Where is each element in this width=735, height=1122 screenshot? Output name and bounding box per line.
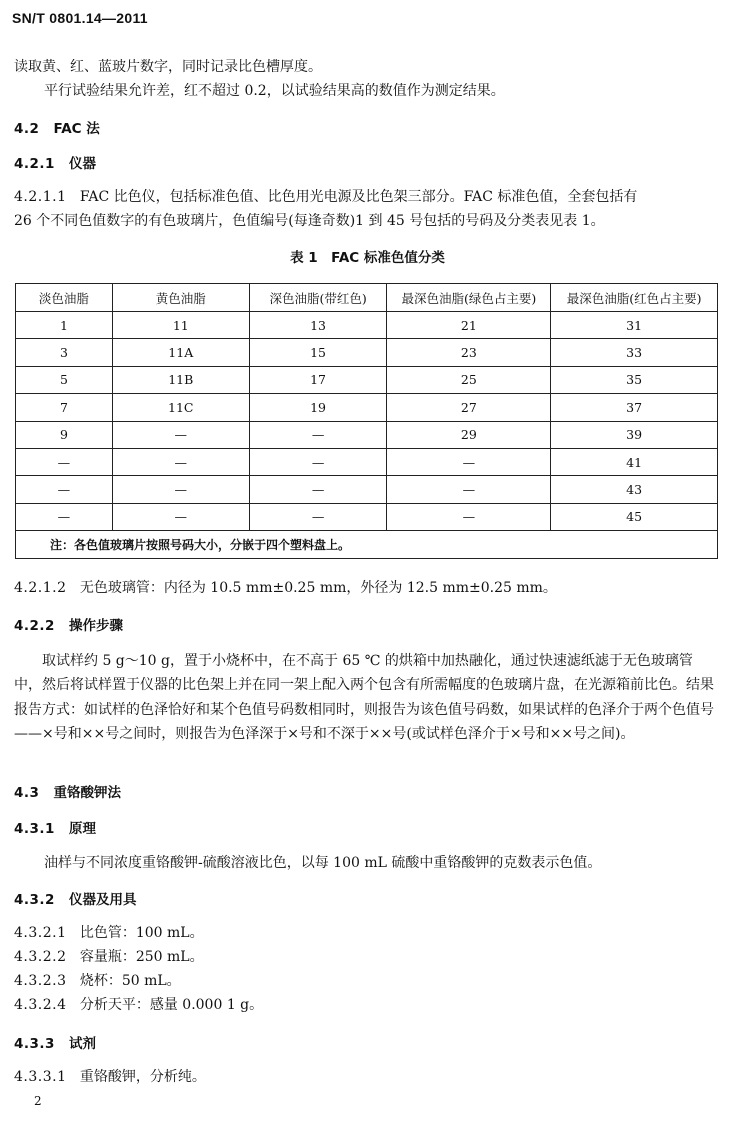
table-cell: 45: [551, 503, 718, 530]
table-cell: 11B: [112, 366, 249, 393]
clause-number: 4.3.2.4: [14, 997, 67, 1013]
clause-number: 4.2.1.2: [14, 580, 67, 596]
clause-text: 比色管：100 mL。: [79, 925, 204, 941]
section-title: 重铬酸钾法: [53, 785, 122, 801]
section-number: 4.2: [14, 121, 40, 137]
table-cell: —: [16, 476, 113, 503]
table-cell: 43: [551, 476, 718, 503]
table-cell: 11: [112, 312, 249, 339]
clause-number: 4.2.1.1: [14, 189, 67, 205]
table-cell: —: [112, 476, 249, 503]
clause-text: FAC 比色仪，包括标准色值、比色用光电源及比色架三部分。FAC 标准色值，全套包括有: [79, 189, 638, 205]
table-cell: —: [112, 448, 249, 475]
table-cell: —: [249, 421, 387, 448]
table-row: [16, 476, 718, 503]
clause-4-2-1-1-line-2: 26 个不同色值数字的有色玻璃片，色值编号(每逢奇数)1 到 45 号包括的号码及分类表见表 1。: [14, 213, 605, 229]
table-cell: 1: [16, 312, 113, 339]
section-4-2-1-heading: [14, 152, 96, 172]
table-header-row: [16, 284, 718, 312]
clause-4-3-2-4: [14, 993, 263, 1017]
table-cell: 29: [387, 421, 551, 448]
table-caption: 表 1 FAC 标准色值分类: [290, 250, 445, 266]
fac-color-table: [15, 283, 718, 559]
section-number: 4.3: [14, 785, 40, 801]
table-cell: 15: [249, 339, 387, 366]
section-4-2-2-heading: [14, 614, 123, 634]
table-cell: —: [387, 503, 551, 530]
section-number: 4.3.3: [14, 1036, 55, 1052]
section-number: 4.2.2: [14, 618, 55, 634]
column-header: 最深色油脂(红色占主要): [551, 284, 718, 312]
table-row: [16, 339, 718, 366]
table-cell: 39: [551, 421, 718, 448]
clause-text: 分析天平：感量 0.000 1 g。: [79, 997, 264, 1013]
clause-text: 容量瓶：250 mL。: [79, 949, 204, 965]
table-cell: 23: [387, 339, 551, 366]
section-number: 4.3.1: [14, 821, 55, 837]
section-4-3-heading: [14, 781, 121, 801]
column-header: 最深色油脂(绿色占主要): [387, 284, 551, 312]
procedure-paragraph: 取试样约 5 g～10 g，置于小烧杯中，在不高于 65 ℃ 的烘箱中加热融化，通过快速滤纸滤于无色玻璃管中，然后将试样置于仪器的比色架上并在同一架上配入两个包含有所需幅度的色玻璃片盘，在光源箱前比色。结果报告方式：如试样的色泽恰好和某个色值号码数相同时，则报告为该色值号码数，如果试样的色泽介于两个色值号——×号和××号之间时，则报告为色泽深于×号和不深于××号(或试样色泽介于×号和××号之间)。: [14, 653, 714, 742]
clause-4-3-2-2: [14, 945, 204, 969]
clause-text: 重铬酸钾，分析纯。: [79, 1069, 206, 1085]
column-header: 黄色油脂: [112, 284, 249, 312]
table-cell: 33: [551, 339, 718, 366]
standard-code: SN/T 0801.14—2011: [12, 10, 148, 26]
table-note-row: [16, 531, 718, 558]
table-cell: —: [249, 503, 387, 530]
table-cell: 7: [16, 394, 113, 421]
table-cell: 37: [551, 394, 718, 421]
table-cell: 27: [387, 394, 551, 421]
column-header: 淡色油脂: [16, 284, 113, 312]
table-cell: 5: [16, 366, 113, 393]
table-note: 注：各色值玻璃片按照号码大小，分嵌于四个塑料盘上。: [16, 531, 718, 558]
section-4-2-heading: [14, 117, 100, 137]
table-row: [16, 394, 718, 421]
table-cell: —: [249, 476, 387, 503]
table-cell: 21: [387, 312, 551, 339]
clause-number: 4.3.2.2: [14, 949, 67, 965]
clause-4-2-1-2: [14, 576, 557, 600]
table-cell: 13: [249, 312, 387, 339]
section-title: FAC 法: [53, 121, 100, 137]
table-cell: 9: [16, 421, 113, 448]
table-row: [16, 448, 718, 475]
clause-number: 4.3.2.1: [14, 925, 67, 941]
section-title: 原理: [69, 821, 97, 837]
clause-number: 4.3.3.1: [14, 1069, 67, 1085]
table-cell: —: [387, 448, 551, 475]
clause-4-3-3-1: [14, 1065, 206, 1089]
table-cell: 11C: [112, 394, 249, 421]
table-cell: —: [112, 421, 249, 448]
clause-4-3-2-3: [14, 969, 181, 993]
section-title: 试剂: [69, 1036, 97, 1052]
principle-text: 油样与不同浓度重铬酸钾-硫酸溶液比色，以每 100 mL 硫酸中重铬酸钾的克数表示色值。: [44, 855, 602, 871]
section-number: 4.3.2: [14, 892, 55, 908]
page-number: 2: [34, 1094, 42, 1108]
clause-4-2-1-1-line-1: [14, 185, 637, 209]
column-header: 深色油脂(带红色): [249, 284, 387, 312]
clause-number: 4.3.2.3: [14, 973, 67, 989]
section-4-3-1-heading: [14, 817, 96, 837]
table-row: [16, 503, 718, 530]
table-cell: 25: [387, 366, 551, 393]
clause-text: 烧杯：50 mL。: [79, 973, 181, 989]
table-cell: 17: [249, 366, 387, 393]
section-number: 4.2.1: [14, 156, 55, 172]
table-cell: —: [16, 503, 113, 530]
table-cell: 19: [249, 394, 387, 421]
table-cell: —: [249, 448, 387, 475]
table-cell: 11A: [112, 339, 249, 366]
table-cell: —: [16, 448, 113, 475]
table-cell: 3: [16, 339, 113, 366]
section-title: 仪器: [69, 156, 97, 172]
table-cell: 31: [551, 312, 718, 339]
section-title: 仪器及用具: [69, 892, 137, 908]
table-row: [16, 312, 718, 339]
table-cell: 41: [551, 448, 718, 475]
clause-text: 无色玻璃管：内径为 10.5 mm±0.25 mm，外径为 12.5 mm±0.25 mm。: [79, 580, 557, 596]
intro-line-1: 读取黄、红、蓝玻片数字，同时记录比色槽厚度。: [14, 59, 322, 75]
section-title: 操作步骤: [69, 618, 124, 634]
table-row: [16, 366, 718, 393]
section-4-3-2-heading: [14, 888, 137, 908]
table-cell: —: [112, 503, 249, 530]
section-4-3-3-heading: [14, 1032, 96, 1052]
clause-4-3-2-1: [14, 921, 204, 945]
table-cell: —: [387, 476, 551, 503]
table-cell: 35: [551, 366, 718, 393]
table-row: [16, 421, 718, 448]
intro-line-2: 平行试验结果允许差，红不超过 0.2，以试验结果高的数值作为测定结果。: [44, 83, 505, 99]
